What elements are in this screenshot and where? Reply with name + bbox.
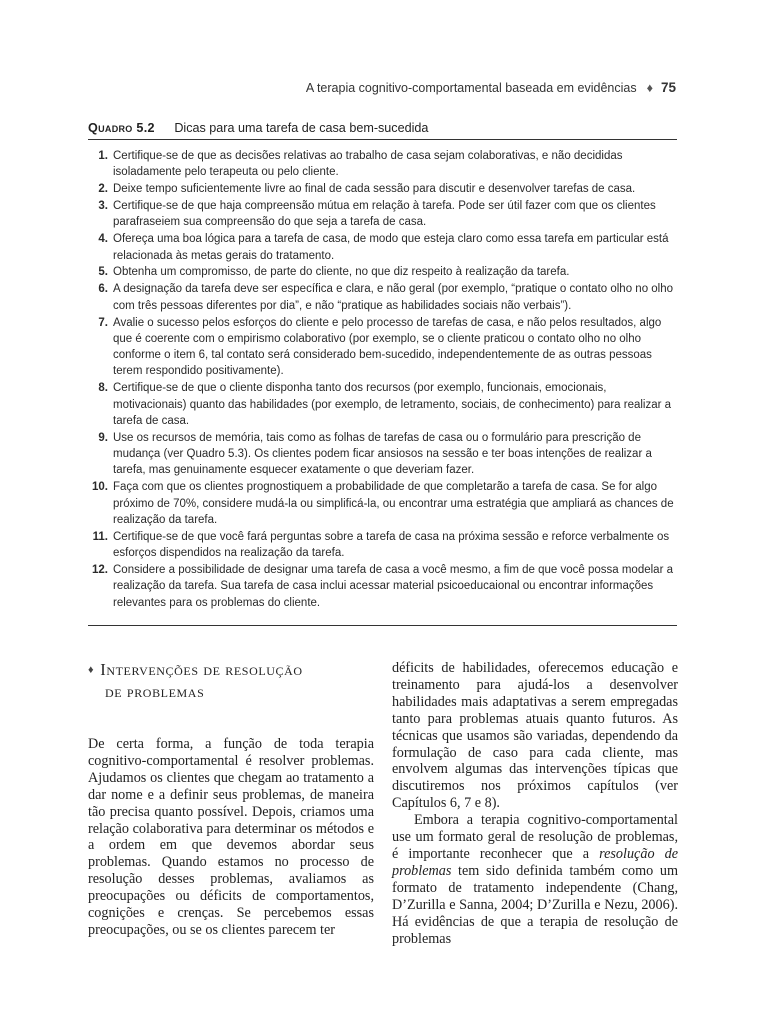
tip-text: Faça com que os clientes prognostiquem a probabilidade de que completarão a tarefa de casa. Se for algo próximo de 70%, considere mudá-la ou simplificá-la, ou encontrar uma estratégia que ampliará as chances de realização da tarefa. [113,481,674,526]
tip-item [88,198,677,231]
tip-item [88,479,677,528]
running-title: A terapia cognitivo-comportamental baseada em evidências [305,81,637,95]
tip-text: Certifique-se de que haja compreensão mútua em relação à tarefa. Pode ser útil fazer com que os clientes parafraseiem sua compreensão do que seja a tarefa de casa. [113,200,656,229]
tip-item [88,315,677,380]
paragraph-2-start: Embora a terapia cognitivo-comportamental use um formato geral de resolução de problemas, é importante reconhecer que a [392,812,678,862]
section-heading-line1: Intervenções de resolução [100,660,303,679]
tip-item [88,562,677,611]
tip-text: Ofereça uma boa lógica para a tarefa de casa, de modo que esteja claro como essa tarefa em particular está relacionada às metas gerais do tratamento. [113,233,669,262]
page-number: 75 [660,80,676,95]
tip-item [88,380,677,429]
tip-item [88,529,677,562]
tip-number: 7. [98,316,108,329]
tip-item [88,231,677,264]
tip-number: 5. [98,266,108,279]
tip-number: 2. [98,183,108,196]
paragraph-1-continued: déficits de habilidades, oferecemos educação e treinamento para ajudá-los a desenvolver habilidades mais adaptativas a serem empregadas tanto para problemas atuais quanto futuros. As técnicas que usamos são variadas, dependendo da formulação de caso para cada cliente, mas envolvem algumas das intervenções típicas que discutiremos nos próximos capítulos (ver Capítulos 6, 7 e 8). [392,660,678,812]
tip-number: 12. [92,563,108,576]
paragraph-2-emphasis: resolução de problemas [392,845,678,879]
paragraph-2 [392,812,678,947]
tip-number: 6. [98,283,108,296]
right-column [392,660,678,947]
tip-item [88,281,677,314]
tip-text: Certifique-se de que você fará perguntas sobre a tarefa de casa na próxima sessão e reforce verbalmente os esforços dispendidos na realização da tarefa. [113,530,670,560]
section-heading [88,660,374,702]
tips-list [88,148,677,611]
box-top-rule [88,139,677,140]
tip-item [88,181,677,197]
tip-number: 1. [98,150,108,162]
tip-text: Considere a possibilidade de designar uma tarefa de casa a você mesmo, a fim de que você possa modelar a realização da tarefa. Sua tarefa de casa inclui acessar material psicoeducaional ou encontrar informações relevantes para os problemas do cliente. [113,563,673,609]
paragraph-1: De certa forma, a função de toda terapia cognitivo-comportamental é resolver problemas. Ajudamos os clientes que chegam ao tratamento a dar nome e a definir seus problemas, de maneira tão precisa quanto possível. Depois, criamos uma relação colaborativa para determinar os métodos e a ordem em que devemos abordar seus problemas. Quando estamos no processo de resolução desses problemas, avaliamos as preocupações ou déficits de comportamentos, cognições e crenças. Se percebemos essas preocupações, ou se os clientes parecem ter [88,736,374,938]
tip-number: 4. [98,233,108,246]
tip-text: Deixe tempo suficientemente livre ao final de cada sessão para discutir e desenvolver tarefas de casa. [113,183,636,196]
tip-item [88,264,677,280]
tip-text: Certifique-se de que o cliente disponha tanto dos recursos (por exemplo, funcionais, emocionais, motivacionais) quanto das habilidades (por exemplo, de letramento, sociais, de conhecimento) para realizar a tarefa de casa. [113,382,672,427]
diamond-bullet-icon: ♦ [88,664,95,676]
box-title [88,121,677,135]
tip-text: A designação da tarefa deve ser específica e clara, e não geral (por exemplo, “pratique o contato olho no olho com três pessoas diferentes por dia”, e não “pratique as habilidades sociais não verbais”). [113,283,674,312]
tip-text: Use os recursos de memória, tais como as folhas de tarefas de casa ou o formulário para prescrição de mudança (ver Quadro 5.3). Os clientes podem ficar ansiosos na sessão e ter boas intenções de realizar a tarefa, mas genuinamente esquecer exatamente o que deveriam fazer. [113,431,652,477]
paragraph-2-end: tem sido definida também como um formato de tratamento independente (Chang, D’Zurilla e Sanna, 2004; D’Zurilla e Nezu, 2006). Há evidências de que a terapia de resolução de problemas [392,862,678,947]
tip-number: 11. [92,530,108,543]
box-label: Quadro 5.2 [88,121,155,135]
box-caption: Dicas para uma tarefa de casa bem-sucedida [174,121,429,135]
tip-number: 9. [98,431,108,444]
section-heading-line2: de problemas [105,682,205,701]
tip-text: Certifique-se de que as decisões relativas ao trabalho de casa sejam colaborativas, e não decididas isoladamente pelo terapeuta ou pelo cliente. [113,150,623,179]
tip-text: Obtenha um compromisso, de parte do cliente, no que diz respeito à realização da tarefa. [113,266,570,279]
left-column [88,660,374,939]
tip-number: 10. [92,481,108,494]
tip-item [88,148,677,181]
tip-text: Avalie o sucesso pelos esforços do cliente e pelo processo de tarefas de casa, e não pelos resultados, algo que é coerente com o empirismo colaborativo (por exemplo, se o cliente praticou o contato olho no olho conforme o item 6, tal contato será considerado bem-sucedido, independentemente de as outras pessoas terem respondido positivamente). [113,316,662,378]
tip-item [88,430,677,479]
box-bottom-rule [88,625,677,626]
tip-number: 3. [98,200,108,213]
diamond-separator-icon: ♦ [646,81,653,95]
tip-number: 8. [98,382,108,395]
running-header [306,80,676,95]
